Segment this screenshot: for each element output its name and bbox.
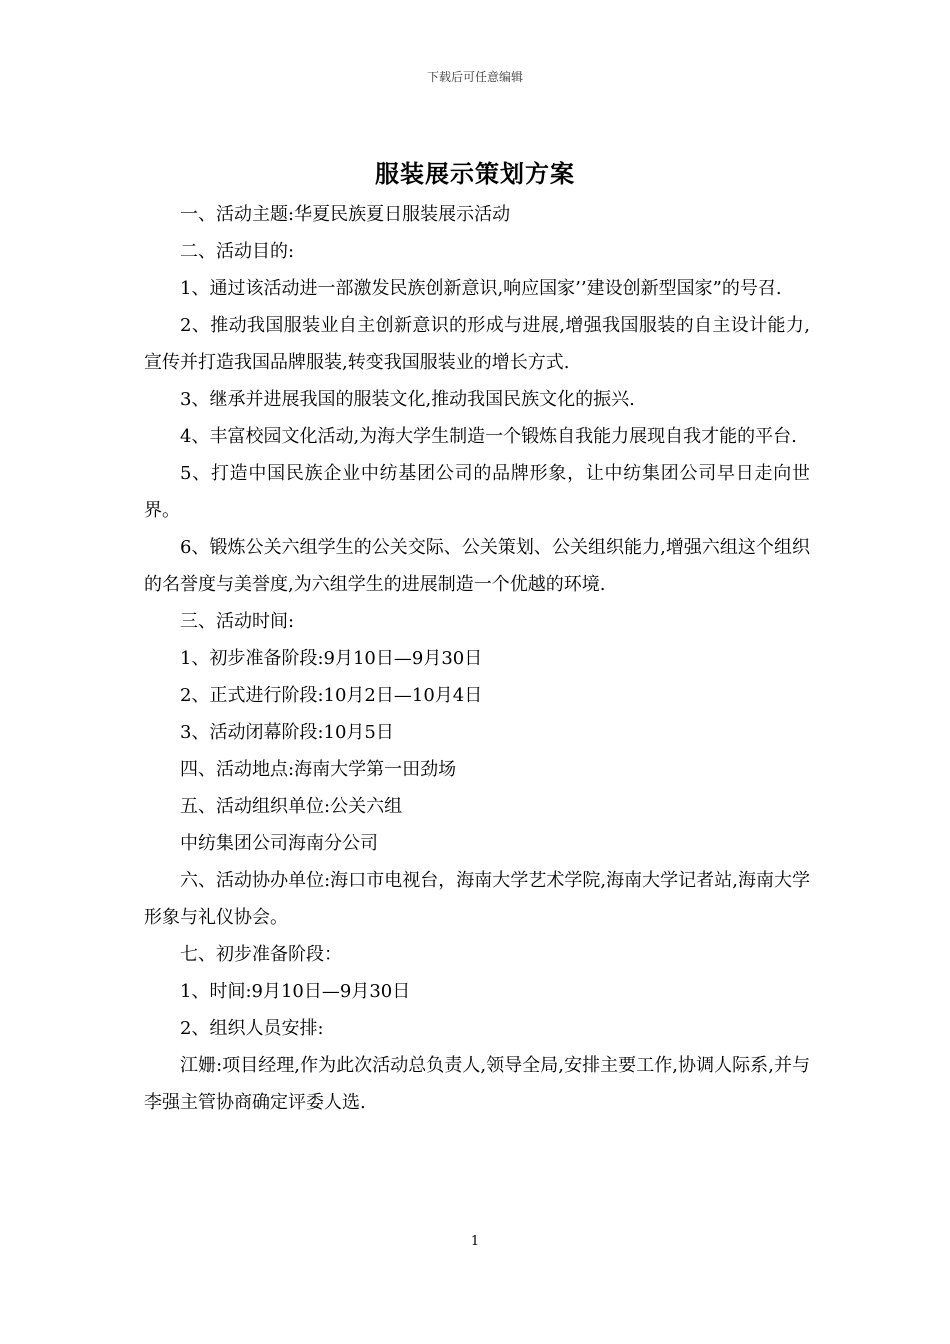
paragraph: 中纺集团公司海南分公司 <box>180 833 378 854</box>
paragraph: 1、通过该活动进一部激发民族创新意识,响应国家’’建设创新型国家”的号召. <box>180 278 782 299</box>
page-header-note: 下载后可任意编辑 <box>426 70 523 84</box>
paragraph: 二、活动目的: <box>180 241 295 262</box>
paragraph: 七、初步准备阶段： <box>180 944 342 965</box>
paragraph: 五、活动组织单位:公关六组 <box>180 796 403 817</box>
paragraph: 5、打造中国民族企业中纺基团公司的品牌形象，让中纺集团公司早日走向世界。 <box>144 463 810 521</box>
paragraph: 1、初步准备阶段:9月10日—9月30日 <box>180 648 483 669</box>
paragraph: 三、活动时间: <box>180 611 295 632</box>
paragraph: 六、活动协办单位:海口市电视台，海南大学艺术学院,海南大学记者站,海南大学形象与礼仪协会。 <box>144 870 810 928</box>
paragraph: 1、时间:9月10日—9月30日 <box>180 981 411 1002</box>
document-title: 服装展示策划方案 <box>375 159 575 188</box>
document-body <box>144 196 810 1121</box>
paragraph: 一、活动主题:华夏民族夏日服装展示活动 <box>180 204 511 225</box>
paragraph: 3、继承并进展我国的服装文化,推动我国民族文化的振兴. <box>180 389 635 410</box>
paragraph: 2、推动我国服装业自主创新意识的形成与进展,增强我国服装的自主设计能力,宣传并打造我国品牌服装,转变我国服装业的增长方式. <box>144 315 810 373</box>
paragraph: 3、活动闭幕阶段:10月5日 <box>180 722 394 743</box>
paragraph: 四、活动地点:海南大学第一田劲场 <box>180 759 457 780</box>
paragraph: 2、组织人员安排: <box>180 1018 324 1039</box>
paragraph: 4、丰富校园文化活动,为海大学生制造一个锻炼自我能力展现自我才能的平台. <box>180 426 797 447</box>
page-number: 1 <box>470 1234 480 1249</box>
paragraph: 江姗:项目经理,作为此次活动总负责人,领导全局,安排主要工作,协调人际系,并与李强主管协商确定评委人选. <box>144 1055 810 1113</box>
paragraph: 2、正式进行阶段:10月2日—10月4日 <box>180 685 483 706</box>
paragraph: 6、锻炼公关六组学生的公关交际、公关策划、公关组织能力,增强六组这个组织的名誉度与美誉度,为六组学生的进展制造一个优越的环境. <box>144 537 810 595</box>
